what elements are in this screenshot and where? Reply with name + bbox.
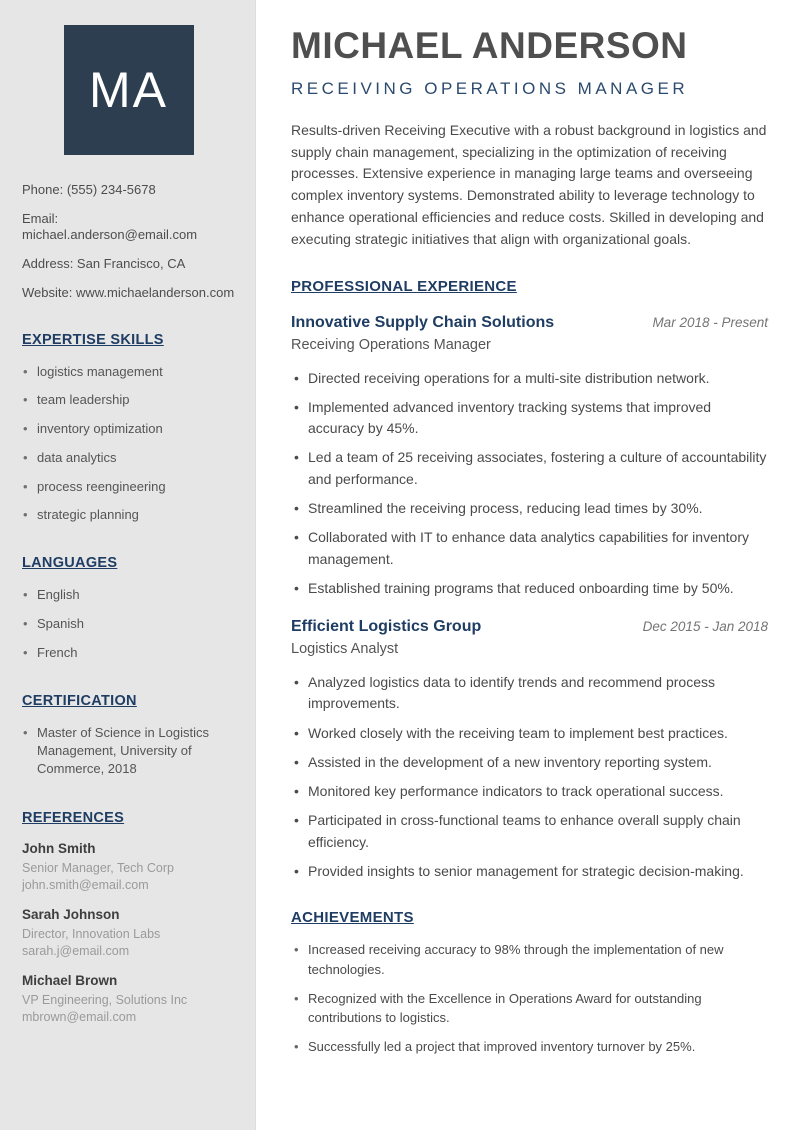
company-name: Efficient Logistics Group xyxy=(291,618,482,636)
certification-heading: CERTIFICATION xyxy=(22,692,137,709)
sidebar xyxy=(0,0,256,1130)
skill-item: • strategic planning xyxy=(22,506,235,524)
job-dates: Dec 2015 - Jan 2018 xyxy=(642,619,768,635)
job-bullet: • Led a team of 25 receiving associates, fostering a culture of accountability and performance. xyxy=(291,447,768,490)
reference-role: Director, Innovation Labs xyxy=(22,926,161,941)
achievements-heading: ACHIEVEMENTS xyxy=(291,909,414,927)
job-header xyxy=(291,618,768,636)
languages-list xyxy=(22,586,235,662)
person-name: MICHAEL ANDERSON xyxy=(291,25,688,66)
job-bullet-list xyxy=(291,368,768,599)
certification-item: • Master of Science in Logistics Management, University of Commerce, 2018 xyxy=(22,724,235,779)
reference-name: John Smith xyxy=(22,840,96,856)
skill-item: • process reengineering xyxy=(22,478,235,496)
reference-email: mbrown@email.com xyxy=(22,1010,137,1024)
job-bullet: • Analyzed logistics data to identify trends and recommend process improvements. xyxy=(291,672,768,715)
job-role: Logistics Analyst xyxy=(291,641,399,658)
achievements-section xyxy=(291,909,768,1057)
skills-heading: EXPERTISE SKILLS xyxy=(22,331,164,348)
reference-role: VP Engineering, Solutions Inc xyxy=(22,992,188,1007)
reference-entry xyxy=(22,973,235,1027)
reference-name: Sarah Johnson xyxy=(22,906,120,922)
job-entry xyxy=(291,314,768,599)
language-item: • Spanish xyxy=(22,615,235,633)
summary-paragraph: Results-driven Receiving Executive with a robust background in logistics and supply chain management, specializing in the optimization of receiving processes. Extensive experience in managing large teams and overseeing complex inventory systems. Demonstrated ability to leverage technology to enhance operational efficiencies and reduce costs. Skilled in developing and executing strategic initiatives that align with organizational goals. xyxy=(291,121,767,247)
skills-list xyxy=(22,363,235,525)
skill-item: • team leadership xyxy=(22,391,235,409)
skill-item: • logistics management xyxy=(22,363,235,381)
contact-address: Address: San Francisco, CA xyxy=(22,255,186,271)
person-title: RECEIVING OPERATIONS MANAGER xyxy=(291,78,689,98)
job-header xyxy=(291,314,768,332)
experience-heading: PROFESSIONAL EXPERIENCE xyxy=(291,277,517,295)
contact-info xyxy=(22,182,235,301)
achievement-item: • Increased receiving accuracy to 98% through the implementation of new technologies. xyxy=(291,940,768,980)
language-item: • French xyxy=(22,644,235,662)
achievement-item: • Recognized with the Excellence in Operations Award for outstanding contributions to logistics. xyxy=(291,989,768,1029)
job-bullet: • Established training programs that reduced onboarding time by 50%. xyxy=(291,578,768,599)
job-bullet: • Worked closely with the receiving team to implement best practices. xyxy=(291,723,768,744)
skill-item: • data analytics xyxy=(22,449,235,467)
references-list xyxy=(22,841,235,1027)
reference-entry xyxy=(22,907,235,961)
job-bullet: • Streamlined the receiving process, reducing lead times by 30%. xyxy=(291,498,768,519)
contact-phone: Phone: (555) 234-5678 xyxy=(22,182,156,197)
job-bullet: • Collaborated with IT to enhance data analytics capabilities for inventory management. xyxy=(291,527,768,570)
job-role: Receiving Operations Manager xyxy=(291,336,491,353)
reference-email: sarah.j@email.com xyxy=(22,944,130,958)
job-bullet: • Directed receiving operations for a multi-site distribution network. xyxy=(291,368,768,389)
reference-role: Senior Manager, Tech Corp xyxy=(22,860,174,875)
company-name: Innovative Supply Chain Solutions xyxy=(291,313,555,331)
avatar xyxy=(64,25,194,155)
main-content xyxy=(256,0,800,1130)
job-dates: Mar 2018 - Present xyxy=(652,314,768,330)
languages-heading: LANGUAGES xyxy=(22,555,118,572)
achievement-item: • Successfully led a project that improved inventory turnover by 25%. xyxy=(291,1037,768,1057)
certification-list xyxy=(22,724,235,779)
job-bullet: • Assisted in the development of a new inventory reporting system. xyxy=(291,752,768,773)
language-item: • English xyxy=(22,586,235,604)
contact-email: Email: michael.anderson@email.com xyxy=(22,210,198,242)
contact-website: Website: www.michaelanderson.com xyxy=(22,284,235,300)
job-bullet: • Monitored key performance indicators to track operational success. xyxy=(291,781,768,802)
monogram: MA xyxy=(89,62,168,118)
reference-name: Michael Brown xyxy=(22,972,118,988)
reference-email: john.smith@email.com xyxy=(22,878,149,892)
job-bullet: • Implemented advanced inventory tracking systems that improved accuracy by 45%. xyxy=(291,397,768,440)
references-heading: REFERENCES xyxy=(22,809,125,826)
job-bullet: • Provided insights to senior management for strategic decision-making. xyxy=(291,861,768,882)
job-bullet-list xyxy=(291,672,768,882)
reference-entry xyxy=(22,841,235,895)
skill-item: • inventory optimization xyxy=(22,420,235,438)
job-entry xyxy=(291,618,768,882)
achievements-list xyxy=(291,940,768,1057)
job-bullet: • Participated in cross-functional teams to enhance overall supply chain efficiency. xyxy=(291,810,768,853)
